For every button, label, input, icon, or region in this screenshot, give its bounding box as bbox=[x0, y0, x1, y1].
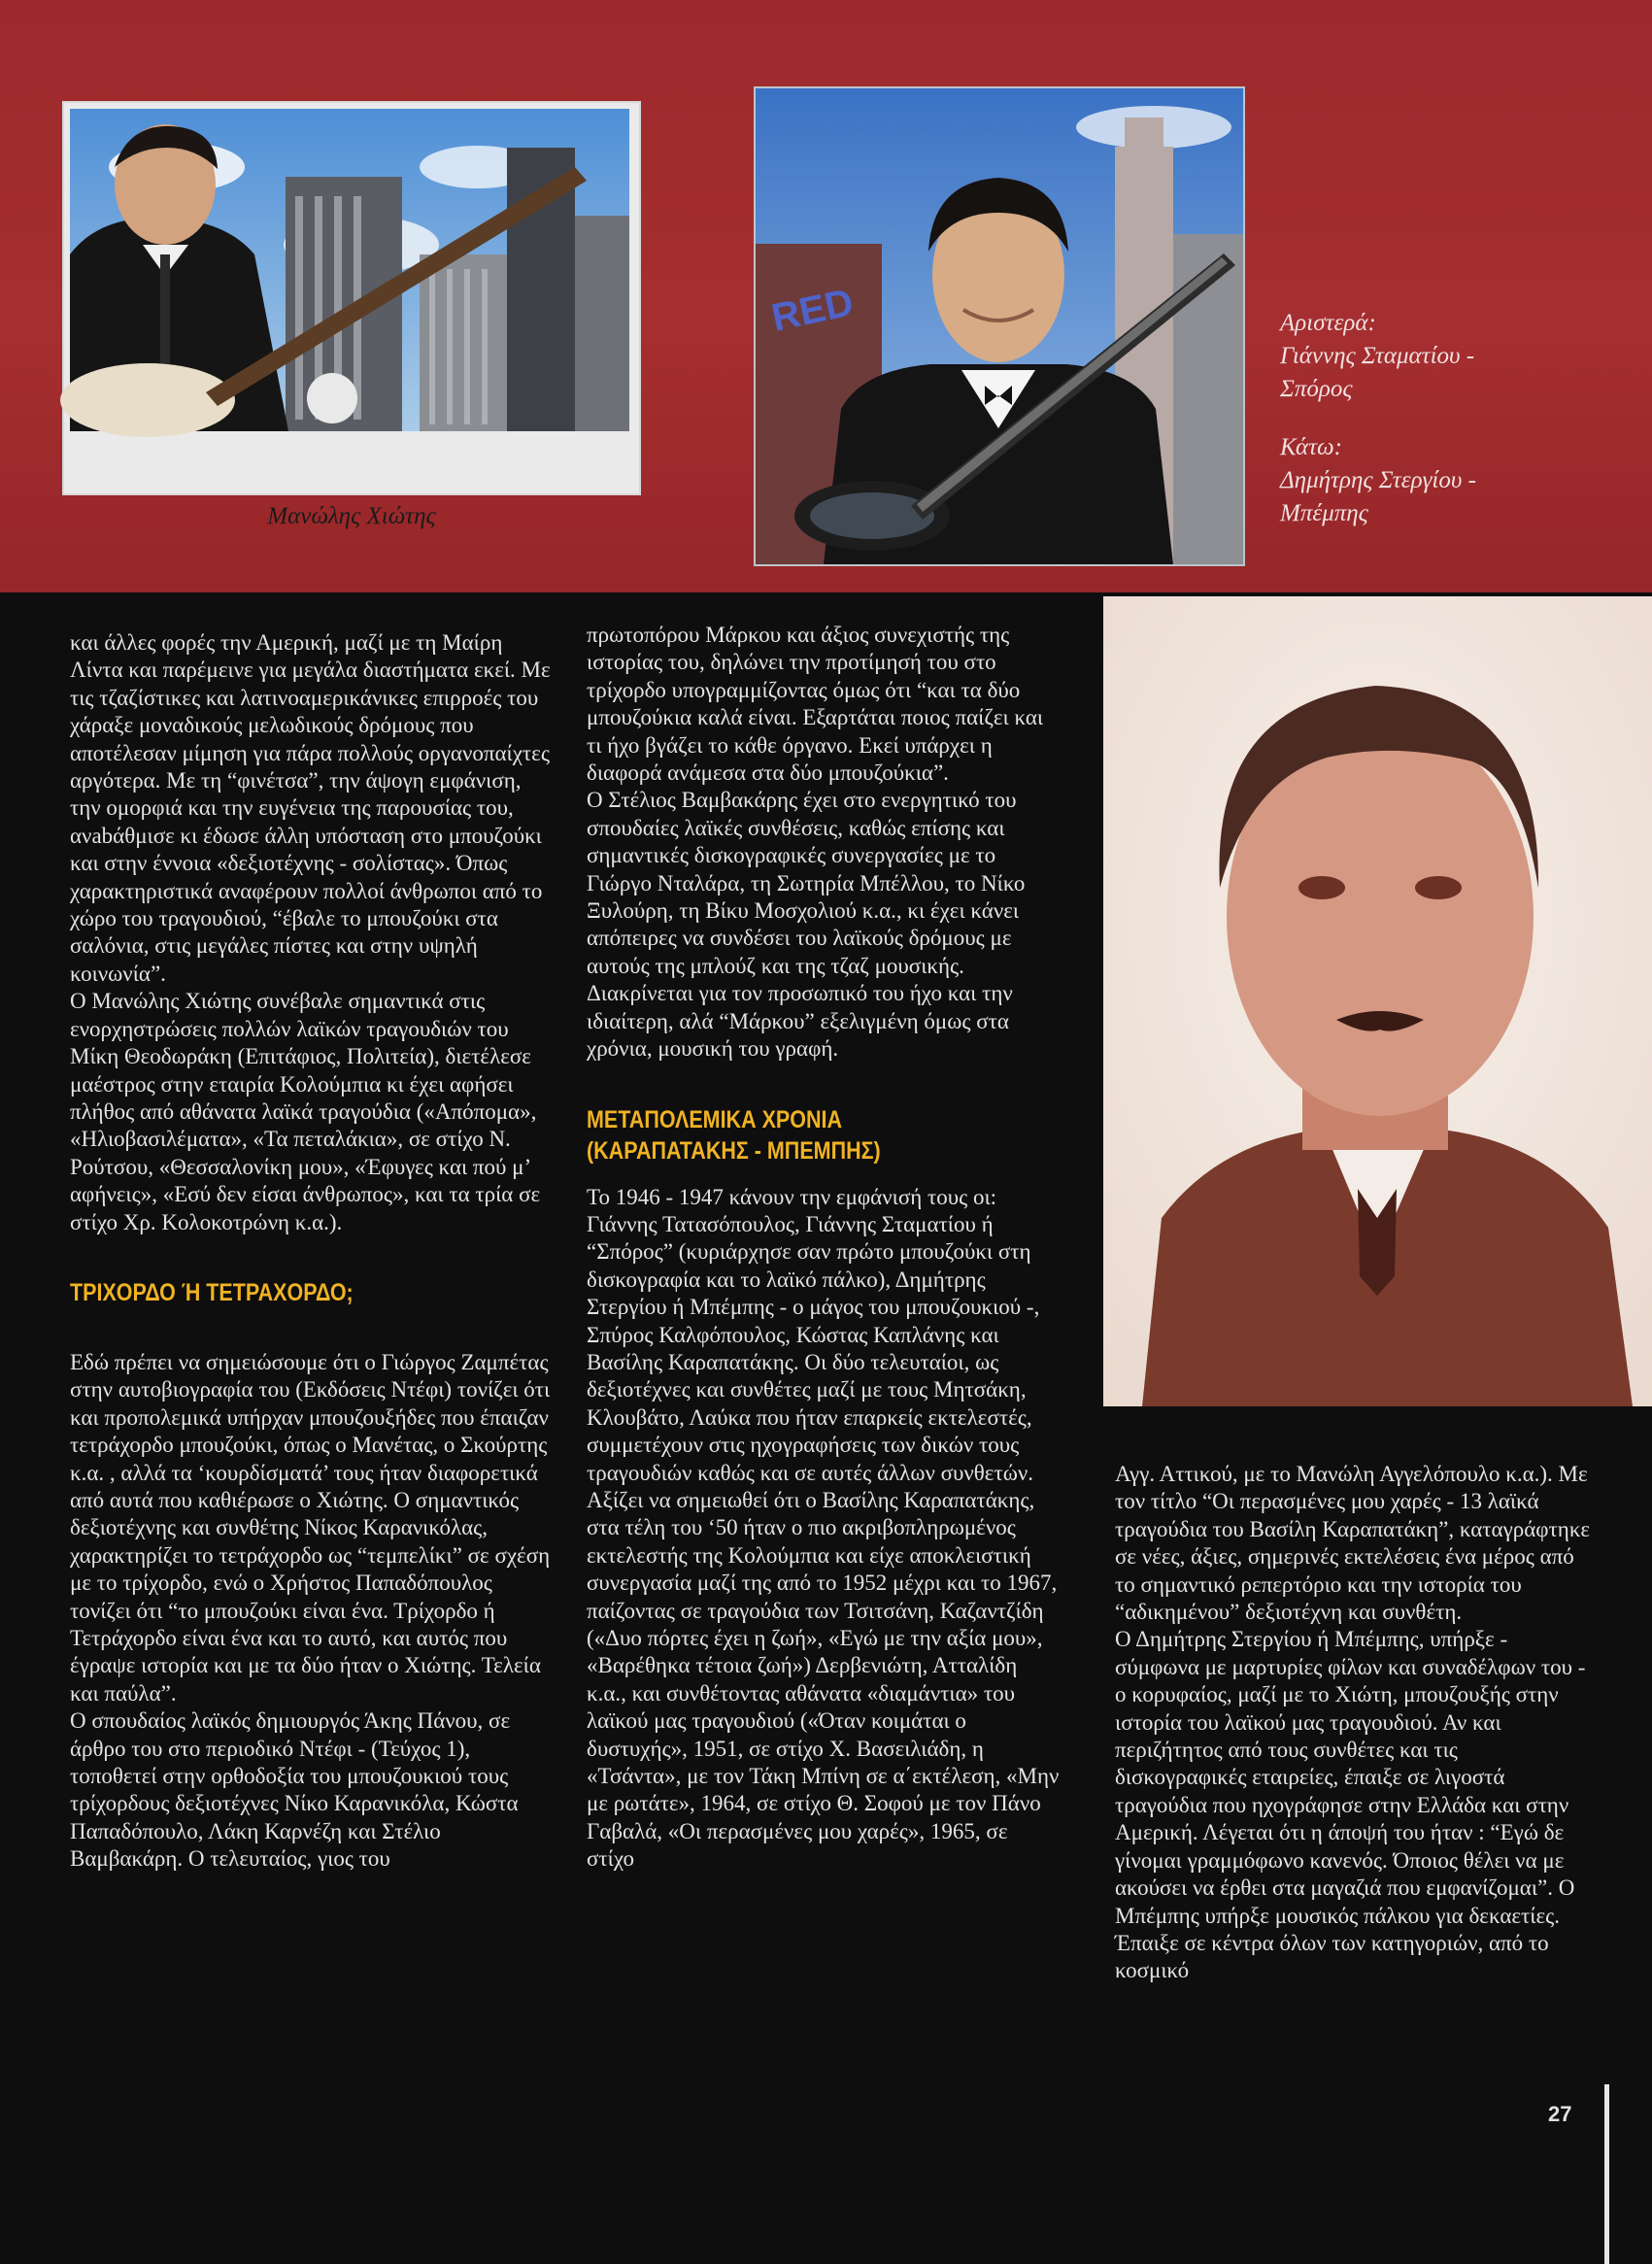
c1-paragraph-1: και άλλες φορές την Αμερική, μαζί με τη Μαίρη Λίντα και παρέμεινε για μεγάλα διαστήματα εκεί. Με τις τζαζίστικες και λατινοαμερικάνικες επιρροές του χάραξε μοναδικούς μελωδικούς δρόμους που αποτέλεσαν μίμηση για πάρα πολλούς οργανοπαίχτες αργότερα. Με τη “φινέτσα”, την άψογη εμφάνιση, την ομορφιά και την ευγένεια της παρουσίας του, ανabάθμισε κι έδωσε άλλη υπόσταση στο μπουζούκι και στην έννοια «δεξιοτέχνης - σολίστας». Όπως χαρακτηριστικά αναφέρουν πολλοί άνθρωποι από το χώρο του τραγουδιού, “έβαλε το μπουζούκι στα σαλόνια, στις μεγάλες πίστες και στην υψηλή κοινωνία”. bbox=[70, 630, 551, 986]
caption-left-label: Αριστερά: bbox=[1280, 310, 1376, 336]
photo-captions-right bbox=[1280, 307, 1562, 530]
c1-paragraph-2: Ο Μανώλης Χιώτης συνέβαλε σημαντικά στις ενορχηστρώσεις πολλών λαϊκών τραγουδιών του Μίκη Θεοδωράκη (Επιτάφιος, Πολιτεία), διετέλεσε μαέστρος στην εταιρία Κολούμπια κι έχει αφήσει πλήθος από αθάνατα λαϊκά τραγούδια («Απόπομα», «Ηλιοβασιλέματα», «Τα πεταλάκια», σε στίχο Ν. Ρούτσου, «Θεσσαλονίκη μου», «Έφυγες και πού μ’ αφήνεις», «Εσύ δεν είσαι άνθρωπος», και τα τρία σε στίχο Χρ. Κολοκοτρώνη κ.α.). bbox=[70, 989, 541, 1234]
caption-stergiou-name: Δημήτρης Στεργίου - bbox=[1280, 467, 1476, 493]
photo-stamatiou bbox=[754, 86, 1245, 566]
c2-paragraph-3: Το 1946 - 1947 κάνουν την εμφάνισή τους οι: Γιάννης Τατασόπουλος, Γιάννης Σταματίου ή “Σπόρος” (κυριάρχησε σαν πρώτο μπουζούκι στη δισκογραφία και το λαϊκό πάλκο), Δημήτρης Στεργίου ή Μπέμπης - ο μάγος του μπουζουκιού -, Σπύρος Καλφόπουλος, Κώστας Καπλάνης και Βασίλης Καραπατάκης. Οι δύο τελευταίοι, ως δεξιοτέχνες και συνθέτες μαζί με τους Μητσάκη, Κλουβάτο, Λαύκα που ήταν επαρκείς εκτελεστές, συμμετέχουν στις ηχογραφήσεις των δικών τους τραγουδιών καθώς και σε αυτές άλλων συνθετών. bbox=[587, 1184, 1040, 1485]
c2-paragraph-1: πρωτοπόρου Μάρκου και άξιος συνεχιστής της ιστορίας του, δηλώνει την προτίμησή του στο τρίχορδο υπογραμμίζοντας όμως ότι “και τα δύο μπουζούκια καλά είναι. Εξαρτάται ποιος παίζει και τι ήχο βγάζει το κάθε όργανο. Εκεί υπάρχει η διαφορά ανάμεσα στα δύο μπουζούκια”. bbox=[587, 623, 1044, 786]
caption-stamatiou-name: Γιάννης Σταματίου - bbox=[1280, 343, 1475, 369]
caption-chiotis: Μανώλης Χιώτης bbox=[267, 503, 436, 529]
c1-paragraph-4: Ο σπουδαίος λαϊκός δημιουργός Άκης Πάνου, σε άρθρο του στο περιοδικό Ντέφι - (Τεύχος 1), τοποθετεί στην ορθοδοξία του μπουζουκιού τους τρίχορδους δεξιοτέχνες Νίκο Καρανικόλα, Κώστα Παπαδόπουλο, Λάκη Καρνέζη και Στέλιο Βαμβακάρη. Ο τελευταίος, γιος του bbox=[70, 1708, 519, 1872]
sign-text: RED bbox=[767, 281, 858, 340]
caption-stamatiou-alias: Σπόρος bbox=[1280, 376, 1353, 402]
c2-paragraph-2: Ο Στέλιος Βαμβακάρης έχει στο ενεργητικό του σπουδαίες λαϊκές συνθέσεις, καθώς επίσης και σημαντικές δισκογραφικές συνεργασίες με το Γιώργο Νταλάρα, τη Σωτηρία Μπέλλου, το Νίκο Ξυλούρη, τη Βίκυ Μοσχολιού κ.α., κι έχει κάνει απόπειρες να συνδέσει του λαϊκούς δρόμους με αυτούς της μπλούζ και της τζαζ μουσικής. Διακρίνεται για τον προσωπικό του ήχο και την ιδιαίτερη, αλά “Μάρκου” εξελιγμένη όμως στα χρόνια, μουσική του γραφή. bbox=[587, 788, 1026, 1062]
c2-paragraph-4: Αξίζει να σημειωθεί ότι ο Βασίλης Καραπατάκης, στα τέλη του ‘50 ήταν ο πιο ακριβοπληρωμένος εκτελεστής της Κολούμπια και είχε αποκλειστική συνεργασία μαζί της από το 1952 μέχρι και το 1967, παίζοντας σε τραγούδια των Τσιτσάνη, Καζαντζίδη («Δυο πόρτες έχει η ζωή», «Εγώ με την αξία μου», «Βαρέθηκα τέτοια ζωή») Δερβενιώτη, Ατταλίδη κ.α., και συνθέτοντας αθάνατα «διαμάντια» του λαϊκού μας τραγουδιού («Όταν κοιμάται ο δυστυχής», 1951, σε στίχο Χ. Βασειλιάδη, η «Τσάντα», με τον Τάκη Μπίνη σε α΄εκτέλεση, «Μην με ρωτάτε», 1964, σε στίχο Θ. Σοφού με τον Πάνο Γαβαλά, «Οι περασμένες μου χαρές», 1965, σε στίχο bbox=[587, 1487, 1060, 1872]
section-heading-trichordo: ΤΡΙΧΟΡΔΟ Ή ΤΕΤΡΑΧΟΡΔΟ; bbox=[70, 1278, 354, 1306]
c3-paragraph-2: Ο Δημήτρης Στεργίου ή Μπέμπης, υπήρξε - σύμφωνα με μαρτυρίες φίλων και συναδέλφων του - ο κορυφαίος, μαζί με το Χιώτη, μπουζουξής στην ιστορία του λαϊκού μας τραγουδιού. Αν και περιζήτητος από τους συνθέτες και τις δισκογραφικές εταιρείες, έπαιξε σε λιγοστά τραγούδια που ηχογράφησε στην Ελλάδα και στην Αμερική. Λέγεται ότι η άποψή του ήταν : “Εγώ δε γίνομαι γραμμόφωνο κανενός. Όποιος θέλει να με ακούσει να έρθει στα μαγαζιά που εμφανίζομαι”. Ο Μπέμπης υπήρξε μουσικός πάλκου για δεκαετίες. Έπαιξε σε κέντρα όλων των κατηγοριών, από το κοσμικό bbox=[1115, 1627, 1586, 1983]
c1-paragraph-3: Εδώ πρέπει να σημειώσουμε ότι ο Γιώργος Ζαμπέτας στην αυτοβιογραφία του (Εκδόσεις Ντέφι) τονίζει ότι και προπολεμικά υπήρχαν μπουζουξήδες που έπαιζαν τετράχορδο μπουζούκι, όπως ο Μανέτας, ο Σκούρτης κ.α. , αλλά τα ‘κουρδίσματά’ τους ήταν διαφορετικά από αυτά που καθιέρωσε ο Χιώτης. Ο σημαντικός δεξιοτέχνης και συνθέτης Νίκος Καρανικόλας, χαρακτηρίζει το τετράχορδο ως “τεμπελίκι” σε σχέση με το τρίχορδο, ενώ ο Χρήστος Παπαδόπουλος τονίζει ότι “το μπουζούκι είναι ένα. Τρίχορδο ή Τετράχορδο είναι ένα και το αυτό, και αυτός που έγραψε ιστορία και με τα δύο ήταν ο Χιώτης. Τελεία και παύλα”. bbox=[70, 1349, 551, 1706]
photo-chiotis-image bbox=[70, 109, 629, 431]
text-column-3 bbox=[1115, 1461, 1591, 1985]
section-heading-metapolemika bbox=[587, 1104, 1061, 1166]
page-number: 27 bbox=[1548, 2102, 1572, 2126]
section-heading-line-1: ΜΕΤΑΠΟΛΕΜΙΚΑ ΧΡΟΝΙΑ bbox=[587, 1105, 843, 1133]
page-edge-rule bbox=[1604, 2084, 1609, 2264]
section-heading-line-2: (ΚΑΡΑΠΑΤΑΚΗΣ - ΜΠΕΜΠΗΣ) bbox=[587, 1136, 881, 1165]
photo-stergiou bbox=[1103, 596, 1652, 1406]
caption-stergiou-alias: Μπέμπης bbox=[1280, 500, 1368, 526]
text-column-2 bbox=[587, 622, 1061, 1874]
c3-paragraph-1: Αγγ. Αττικού, με το Μανώλη Αγγελόπουλο κ.α.). Με τον τίτλο “Οι περασμένες μου χαρές - 13 λαϊκά τραγούδια του Βασίλη Καραπατάκη”, καταγράφτηκε σε νέες, άξιες, σημερινές εκτελέσεις ένα μέρος από το σημαντικό ρεπερτόριο και την ιστορία του “αδικημένου” δεξιοτέχνη και συνθέτη. bbox=[1115, 1462, 1591, 1625]
photo-chiotis bbox=[62, 101, 641, 529]
caption-below-label: Κάτω: bbox=[1280, 434, 1343, 460]
text-column-1 bbox=[70, 629, 552, 1874]
